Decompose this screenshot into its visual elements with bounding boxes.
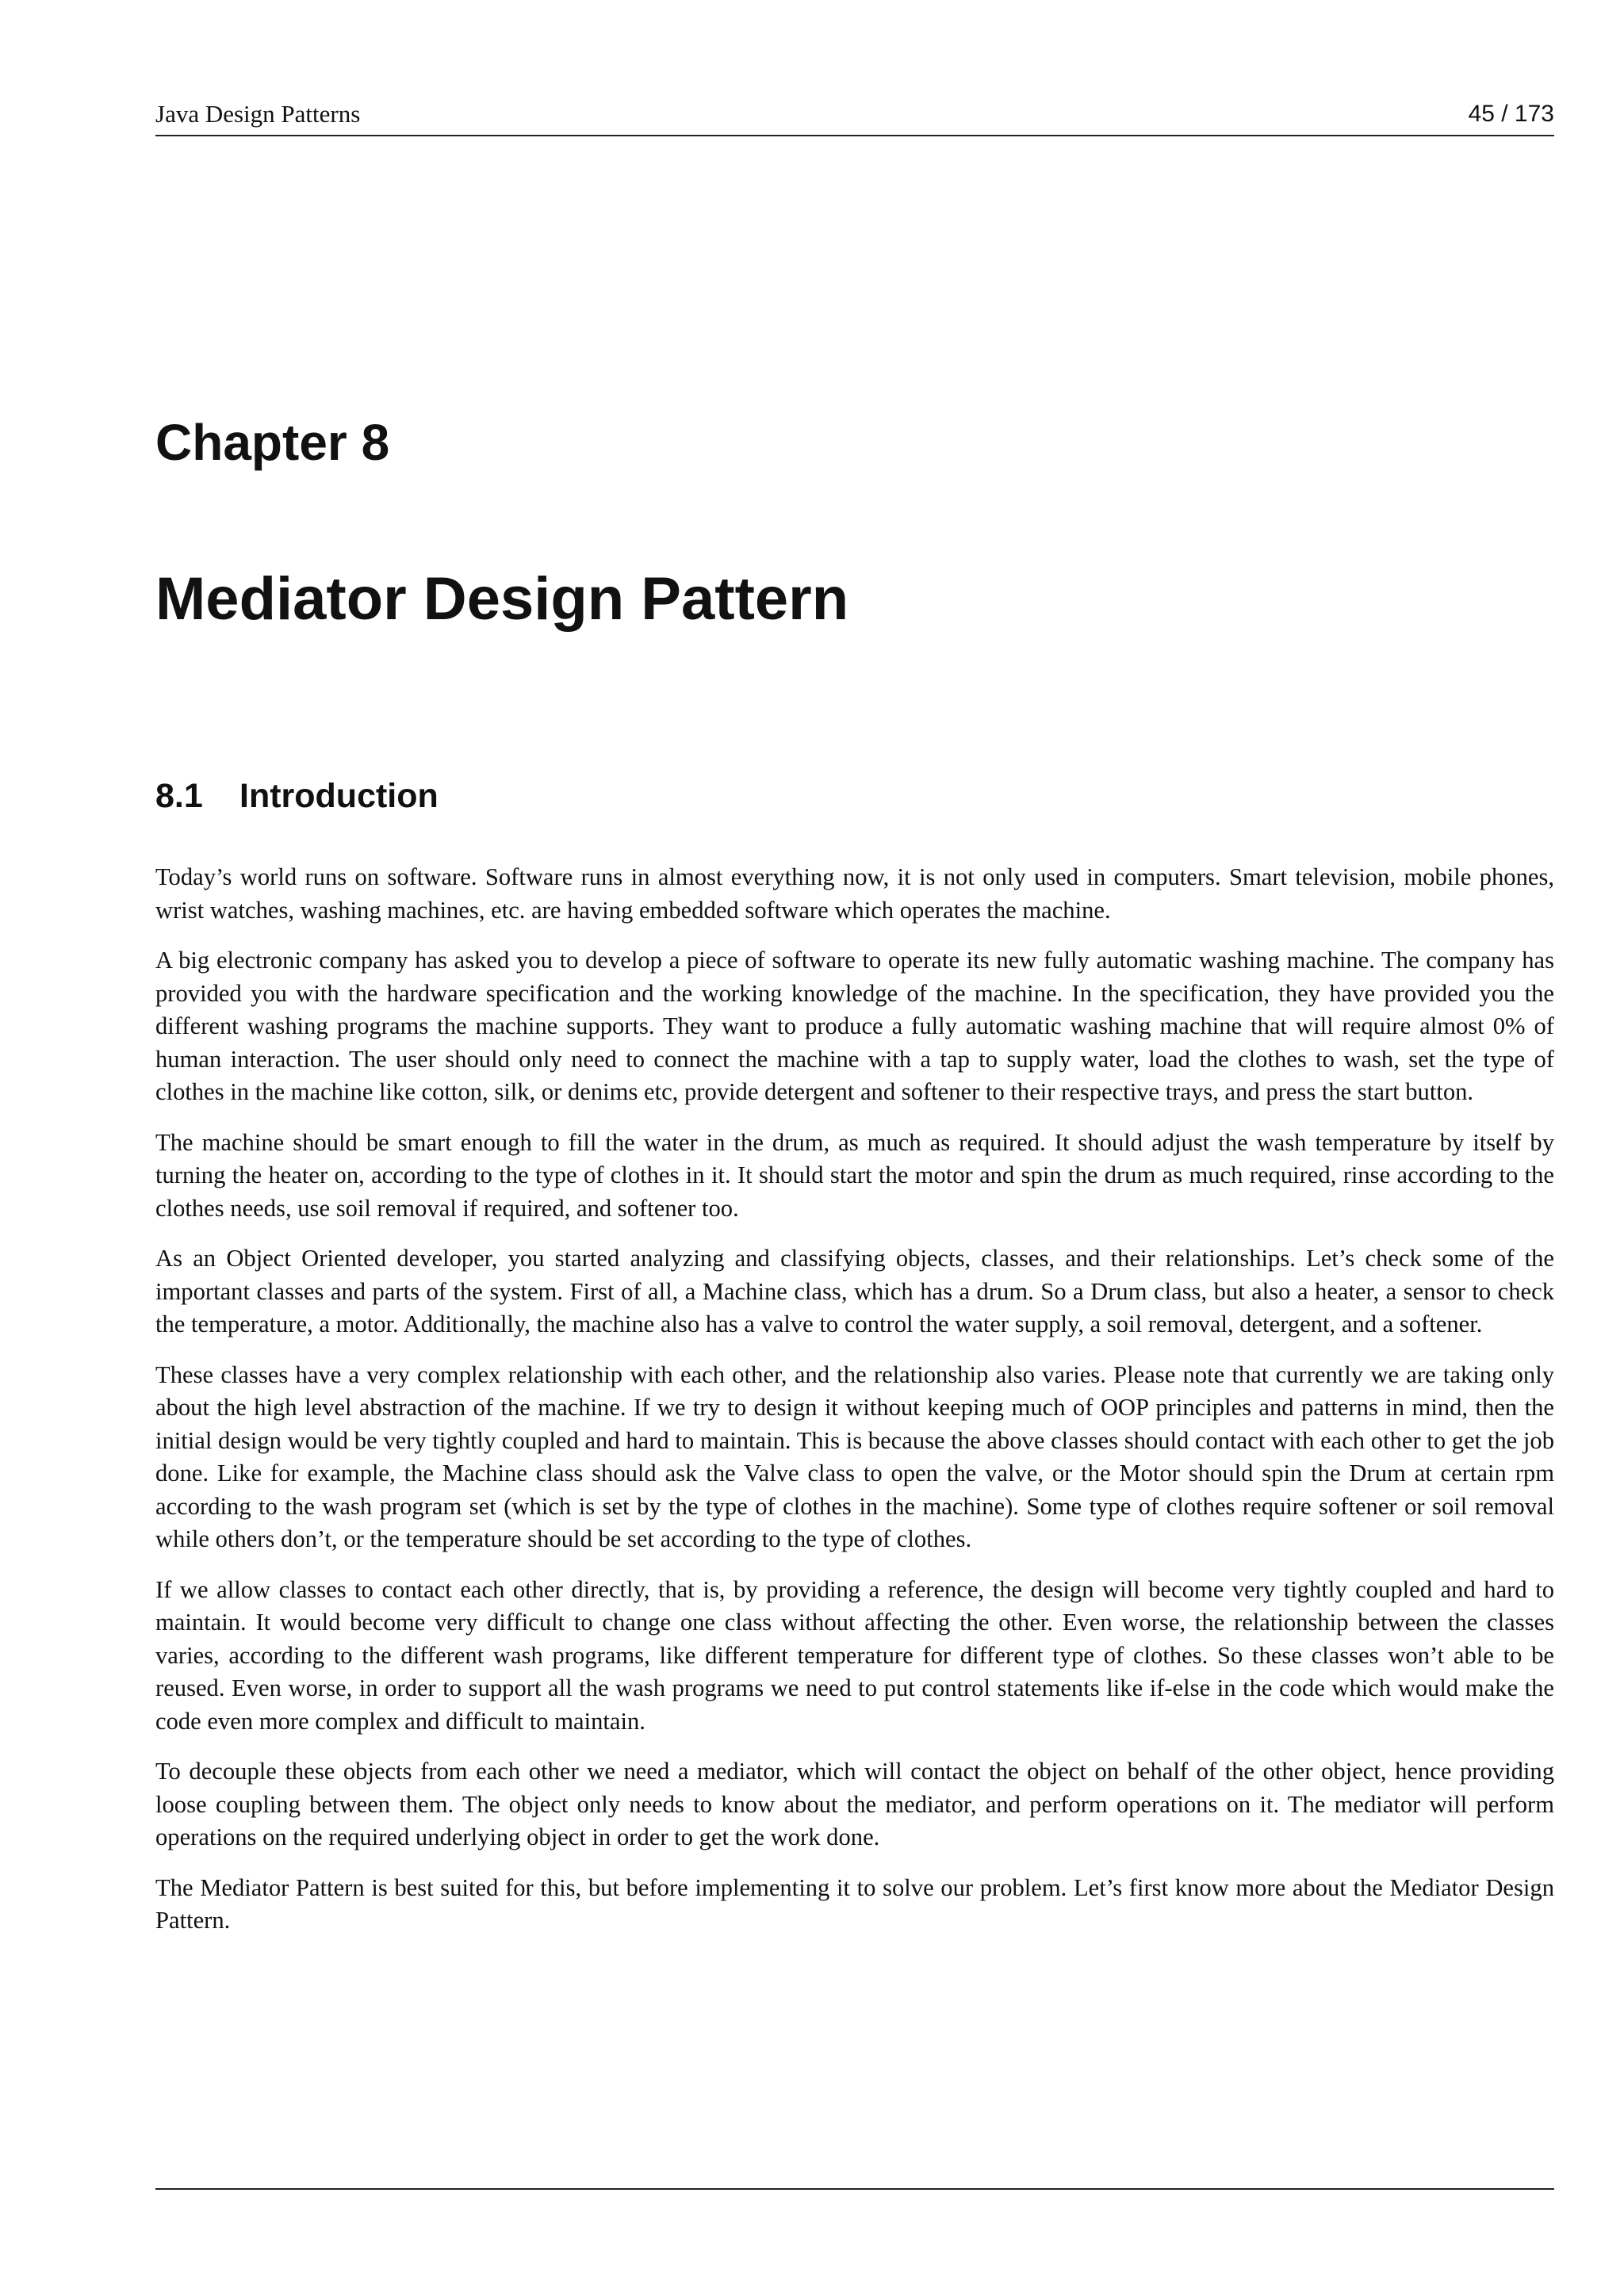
paragraph: To decouple these objects from each other we need a mediator, which will contact the object on behalf of the other object, hence providing loose coupling between them. The object only needs to know about the mediator, and perform operations on it. The mediator will perform operations on the required underlying object in order to get the work done. [155,1758,1554,1850]
chapter-label: Chapter 8 [155,414,390,471]
book-title: Java Design Patterns [155,100,361,128]
chapter-title: Mediator Design Pattern [155,565,849,633]
section-number: 8.1 [155,777,203,815]
paragraph: These classes have a very complex relationship with each other, and the relationship also varies. Please note that currently we are taking only about the high level abstraction of the machine. If we try to design it without keeping much of OOP principles and patterns in mind, then the initial design would be very tightly coupled and hard to maintain. This is because the above classes should contact with each other to get the job done. Like for example, the Machine class should ask the Valve class to open the valve, or the Motor should spin the Drum at certain rpm according to the wash program set (which is set by the type of clothes in the machine). Some type of clothes require softener or soil removal while others don’t, or the temperature should be set according to the type of clothes. [155,1360,1554,1552]
section-heading [155,774,439,818]
paragraph: The Mediator Pattern is best suited for this, but before implementing it to solve our problem. Let’s first know more about the Mediator Design Pattern. [155,1873,1554,1934]
paragraph: As an Object Oriented developer, you started analyzing and classifying objects, classes, and their relationships. Let’s check some of the important classes and parts of the system. First of all, a Machine class, which has a drum. So a Drum class, but also a heater, a sensor to check the temperature, a motor. Additionally, the machine also has a valve to control the water supply, a soil removal, detergent, and a softener. [155,1245,1554,1337]
paragraph: The machine should be smart enough to fill the water in the drum, as much as required. It should adjust the wash temperature by itself by turning the heater on, according to the type of clothes in it. It should start the motor and spin the drum as much required, rinse according to the clothes needs, use soil removal if required, and softener too. [155,1128,1554,1222]
paragraph: A big electronic company has asked you to develop a piece of software to operate its new fully automatic washing machine. The company has provided you with the hardware specification and the working knowledge of the machine. In the specification, they have provided you the different washing programs the machine supports. They want to produce a fully automatic washing machine that will require almost 0% of human interaction. The user should only need to connect the machine with a tap to supply water, load the clothes to wash, set the type of clothes in the machine like cotton, silk, or denims etc, provide detergent and softener to their respective trays, and press the start button. [155,947,1554,1105]
page-number: 45 / 173 [1468,101,1554,127]
document-page [155,0,1554,2296]
paragraph: If we allow classes to contact each other directly, that is, by providing a reference, the design will become very tightly coupled and hard to maintain. It would become very difficult to change one class without affecting the other. Even worse, the relationship between the classes varies, according to the different wash programs, like different temperature for different type of clothes. So these classes won’t able to be reused. Even worse, in order to support all the wash programs we need to put control statements like if-else in the code which would make the code even more complex and difficult to maintain. [155,1575,1554,1735]
section-title: Introduction [239,777,439,815]
running-header [155,97,1554,136]
footer-rule [155,2188,1554,2190]
body-text [155,861,1554,1955]
paragraph: Today’s world runs on software. Software runs in almost everything now, it is not only used in computers. Smart television, mobile phones, wrist watches, washing machines, etc. are having embedded software which operates the machine. [155,863,1554,924]
